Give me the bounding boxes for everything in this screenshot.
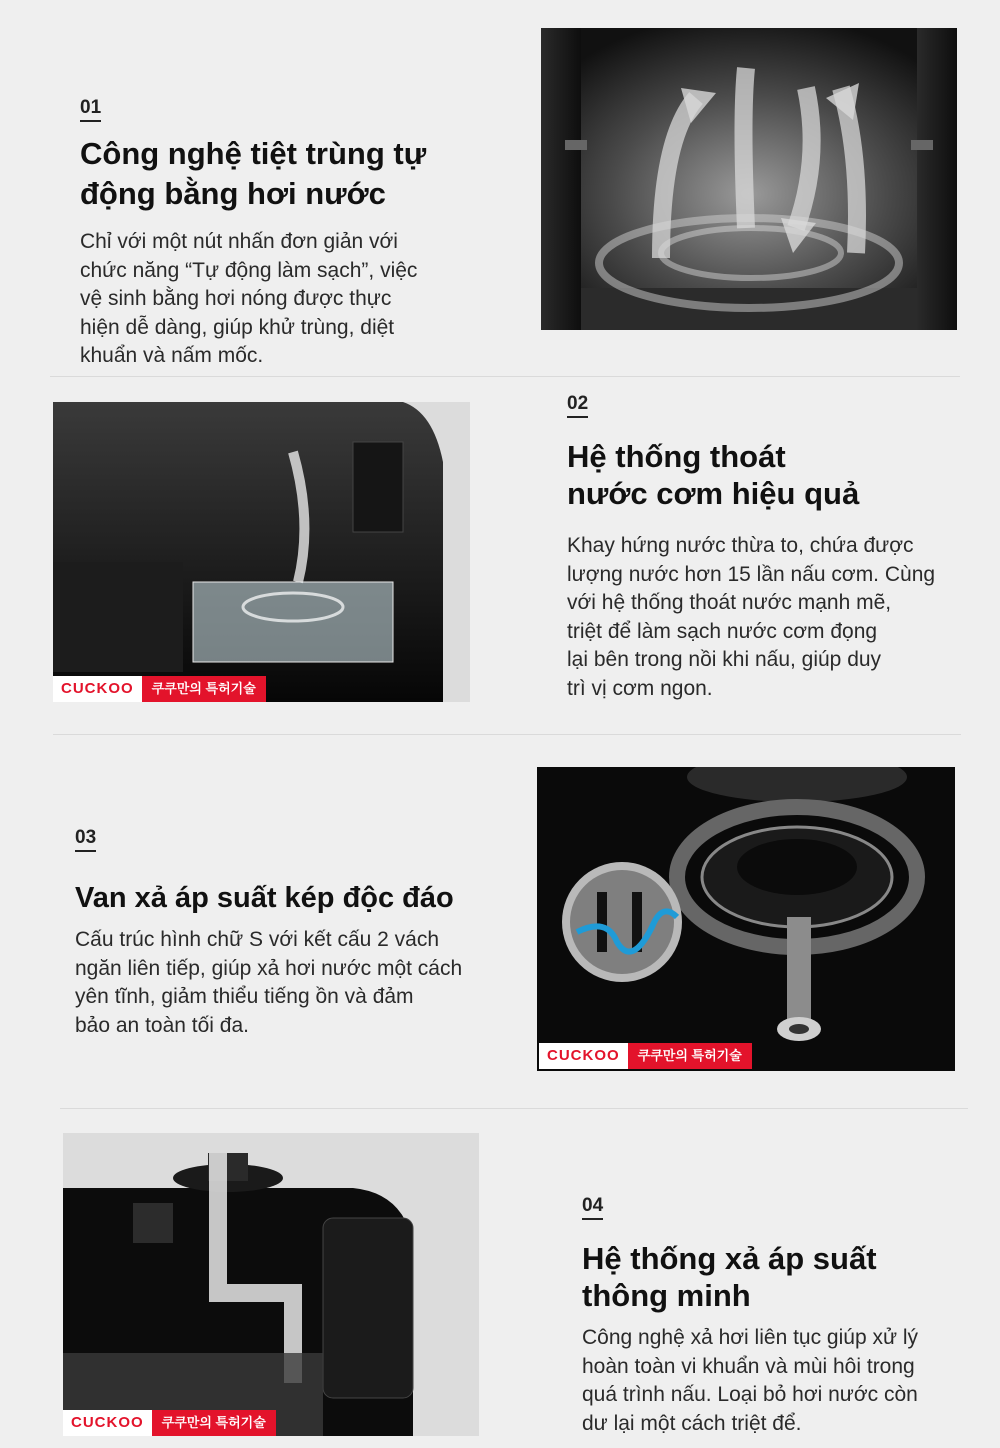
section-number: 03	[75, 828, 96, 852]
section-title: Van xả áp suất kép độc đáo	[75, 882, 454, 914]
cuckoo-logo: CUCKOO	[53, 676, 142, 702]
cuckoo-logo: CUCKOO	[539, 1043, 628, 1069]
section-01-text	[80, 98, 520, 371]
section-description: Cấu trúc hình chữ S với kết cấu 2 vách ngăn liên tiếp, giúp xả hơi nước một cách yên tĩnh, giảm thiểu tiếng ồn và đảm bảo an toàn tối đa.	[75, 928, 463, 1037]
steam-sterilization-image	[541, 28, 957, 330]
section-02-text	[567, 394, 987, 703]
smart-pressure-release-image	[63, 1133, 479, 1436]
section-03-text	[75, 828, 525, 1040]
section-description: Chỉ với một nút nhấn đơn giản với chức năng “Tự động làm sạch”, việc vệ sinh bằng hơi nóng được thực hiện dễ dàng, giúp khử trùng, diệt khuẩn và nấm mốc.	[80, 230, 418, 367]
section-divider	[60, 1108, 968, 1109]
patent-tag: 쿠쿠만의 특허기술	[142, 676, 266, 702]
cuckoo-badge	[63, 1410, 276, 1436]
section-04-text	[582, 1196, 992, 1438]
section-divider	[50, 376, 960, 377]
section-number: 02	[567, 394, 588, 418]
section-number: 04	[582, 1196, 603, 1220]
section-divider	[53, 734, 961, 735]
water-drain-tray-image	[53, 402, 470, 702]
cuckoo-badge	[539, 1043, 752, 1069]
section-title: Hệ thống thoát nước cơm hiệu quả	[567, 439, 860, 511]
section-number: 01	[80, 98, 101, 122]
cuckoo-badge	[53, 676, 266, 702]
patent-tag: 쿠쿠만의 특허기술	[152, 1410, 276, 1436]
section-title: Công nghệ tiệt trùng tự động bằng hơi nước	[80, 136, 427, 211]
section-title: Hệ thống xả áp suất thông minh	[582, 1241, 877, 1313]
section-description: Khay hứng nước thừa to, chứa được lượng nước hơn 15 lần nấu cơm. Cùng với hệ thống thoát nước mạnh mẽ, triệt để làm sạch nước cơm đọng lại bên trong nồi khi nấu, giúp duy trì vị cơm ngon.	[567, 534, 936, 700]
dual-pressure-valve-image	[537, 767, 955, 1071]
section-description: Công nghệ xả hơi liên tục giúp xử lý hoàn toàn vi khuẩn và mùi hôi trong quá trình nấu. Loại bỏ hơi nước còn dư lại một cách triệt để.	[582, 1326, 919, 1435]
patent-tag: 쿠쿠만의 특허기술	[628, 1043, 752, 1069]
cuckoo-logo: CUCKOO	[63, 1410, 152, 1436]
